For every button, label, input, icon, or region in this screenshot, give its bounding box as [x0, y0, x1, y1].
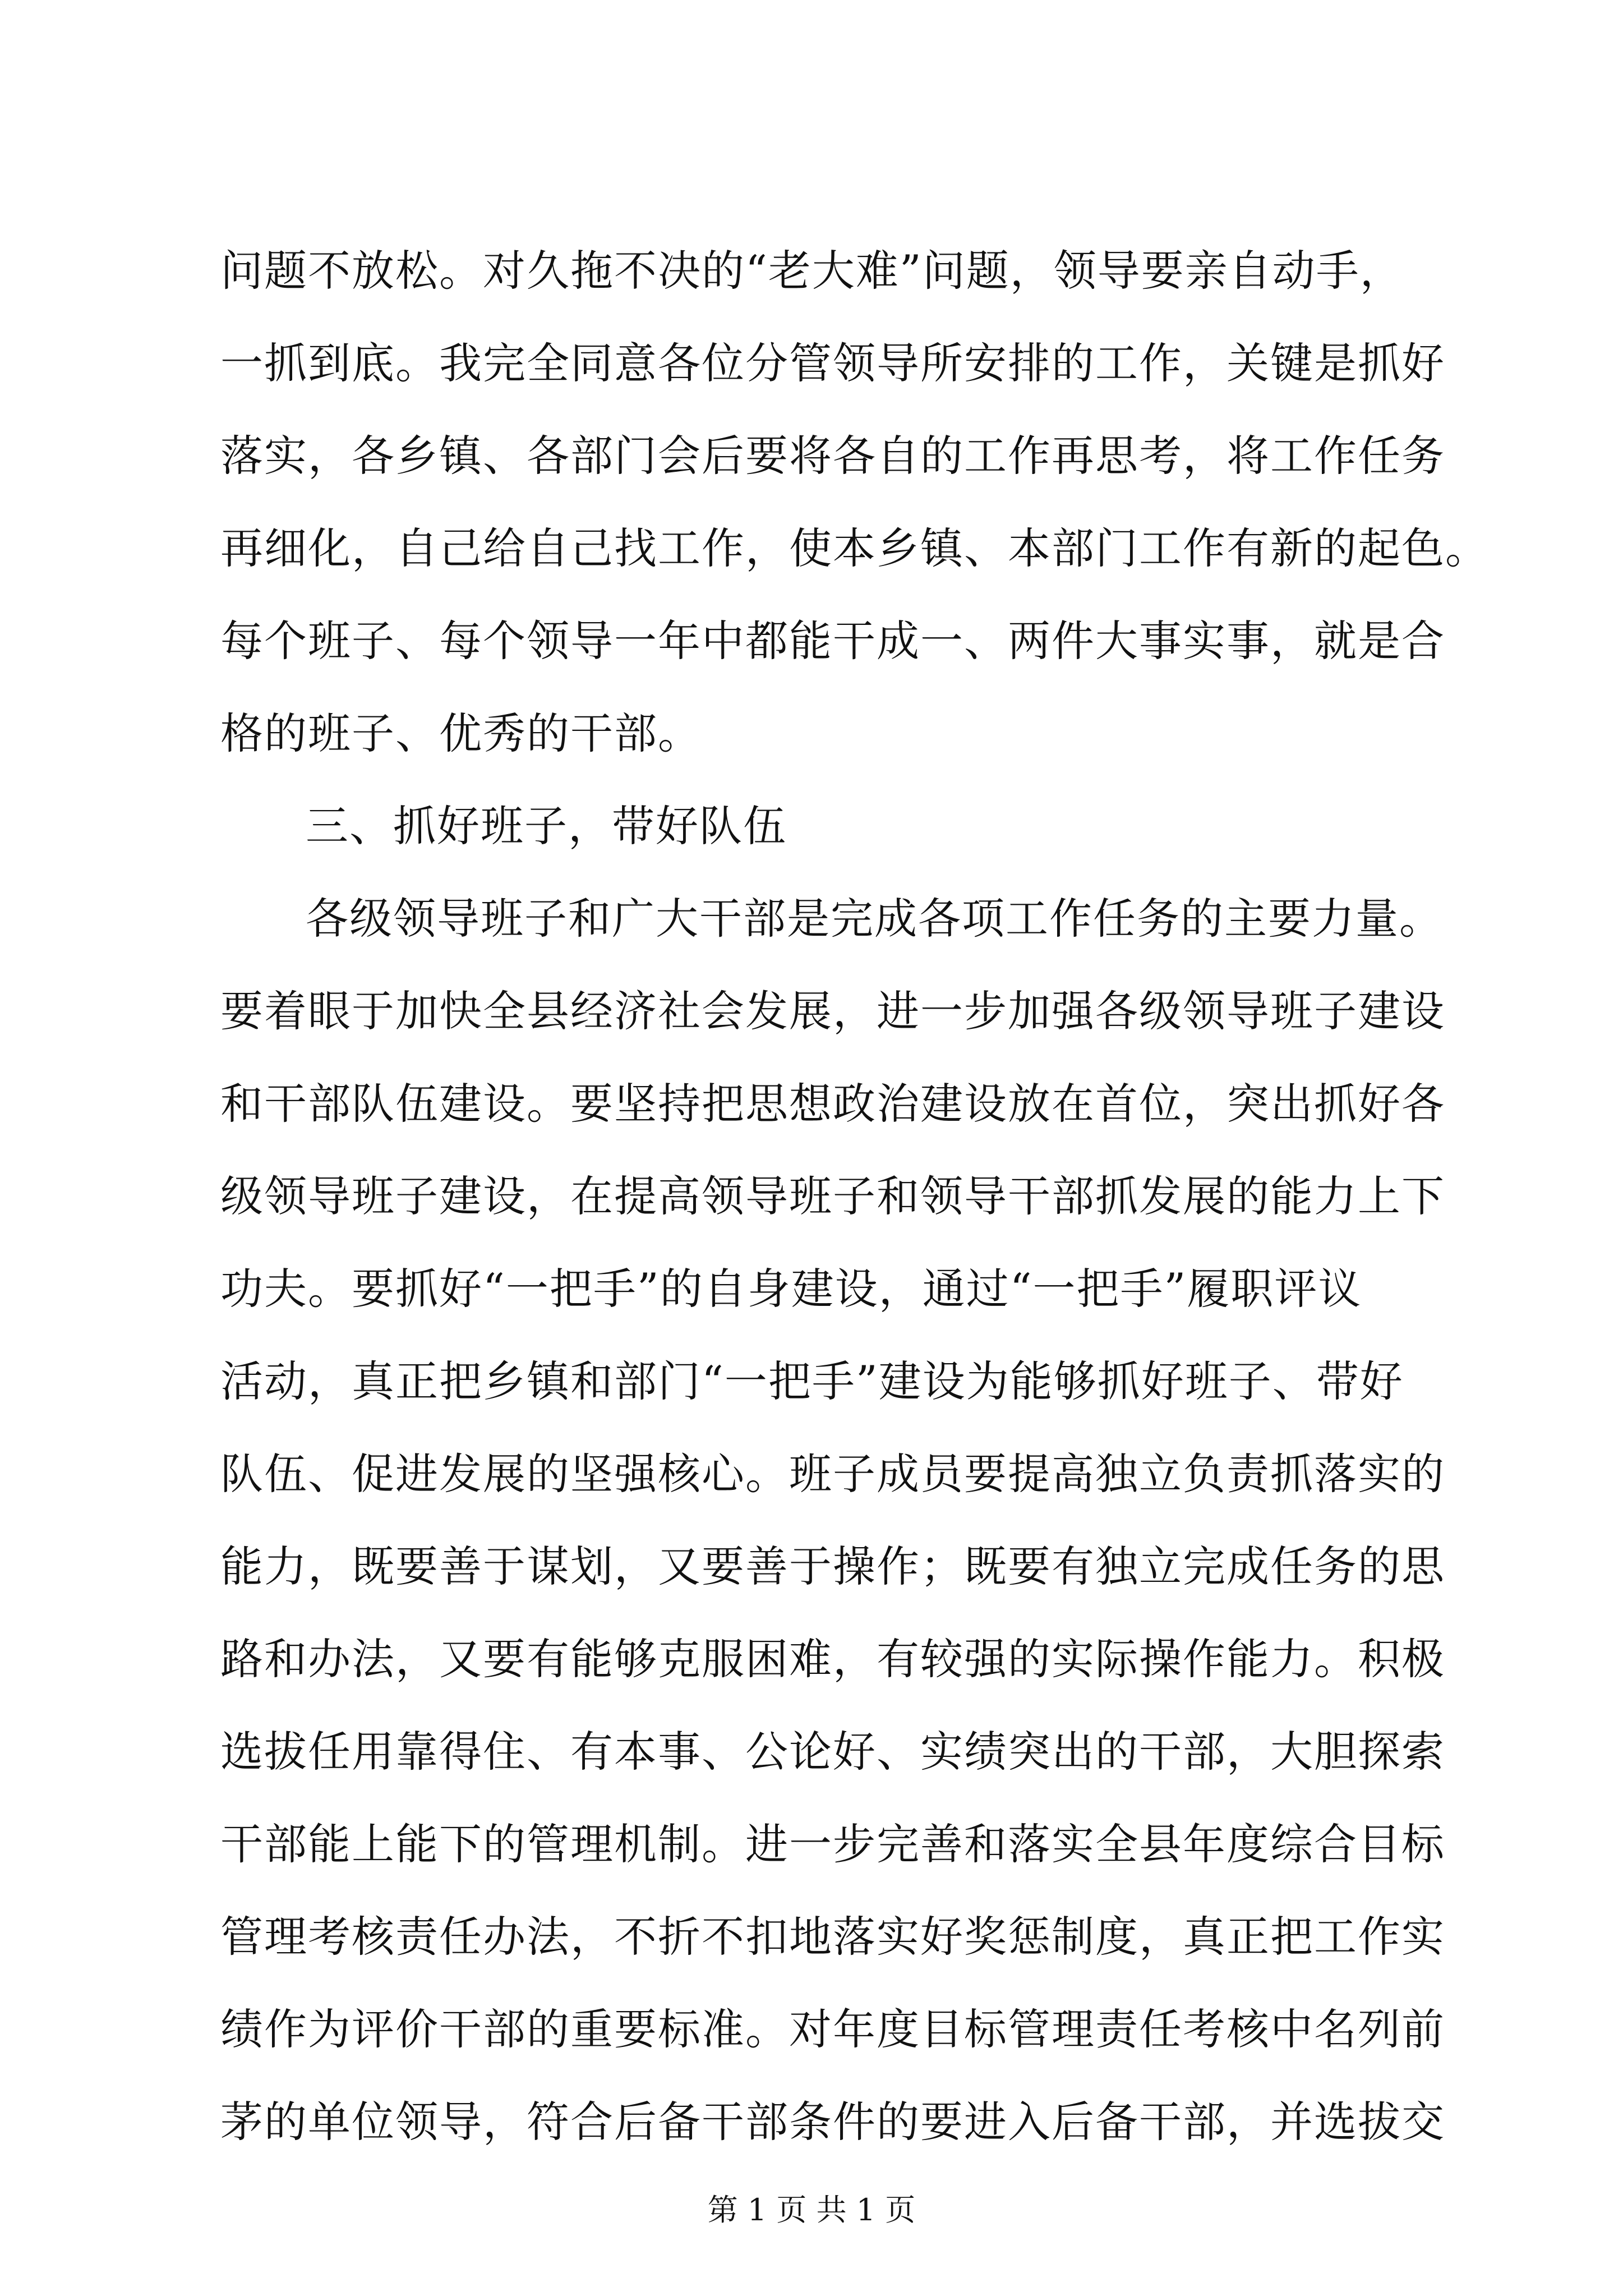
text-line: 格的班子、优秀的干部。 [220, 708, 702, 758]
text-line: 功夫。要抓好“一把手”的自身建设，通过“一把手”履职评议 [220, 1264, 1362, 1314]
text-line: 队伍、促进发展的坚强核心。班子成员要提高独立负责抓落实的 [220, 1449, 1445, 1499]
text-line: 活动，真正把乡镇和部门“一把手”建设为能够抓好班子、带好 [220, 1356, 1404, 1406]
text-line: 茅的单位领导，符合后备干部条件的要进入后备干部，并选拔交 [220, 2097, 1445, 2147]
page-number-footer: 第 1 页 共 1 页 [707, 2192, 916, 2228]
text-line: 级领导班子建设，在提高领导班子和领导干部抓发展的能力上下 [220, 1171, 1445, 1221]
text-line: 选拔任用靠得住、有本事、公论好、实绩突出的干部，大胆探索 [220, 1727, 1445, 1777]
text-line: 路和办法，又要有能够克服困难，有较强的实际操作能力。积极 [220, 1634, 1445, 1684]
text-line: 要着眼于加快全县经济社会发展，进一步加强各级领导班子建设 [220, 986, 1445, 1036]
text-line: 一抓到底。我完全同意各位分管领导所安排的工作，关键是抓好 [220, 338, 1445, 388]
text-line: 再细化，自己给自己找工作，使本乡镇、本部门工作有新的起色。 [220, 523, 1489, 573]
text-line: 各级领导班子和广大干部是完成各项工作任务的主要力量。 [306, 894, 1443, 944]
text-line: 管理考核责任办法，不折不扣地落实好奖惩制度，真正把工作实 [220, 1912, 1445, 1962]
section-heading: 三、抓好班子，带好队伍 [306, 801, 787, 851]
text-line: 能力，既要善于谋划，又要善于操作；既要有独立完成任务的思 [220, 1542, 1445, 1591]
text-line: 每个班子、每个领导一年中都能干成一、两件大事实事，就是合 [220, 616, 1445, 666]
text-line: 问题不放松。对久拖不决的“老大难”问题，领导要亲自动手， [220, 246, 1404, 296]
text-line: 和干部队伍建设。要坚持把思想政治建设放在首位，突出抓好各 [220, 1079, 1445, 1129]
text-line: 落实，各乡镇、各部门会后要将各自的工作再思考，将工作任务 [220, 431, 1445, 481]
text-line: 干部能上能下的管理机制。进一步完善和落实全县年度综合目标 [220, 1819, 1445, 1869]
text-line: 绩作为评价干部的重要标准。对年度目标管理责任考核中名列前 [220, 2004, 1445, 2054]
